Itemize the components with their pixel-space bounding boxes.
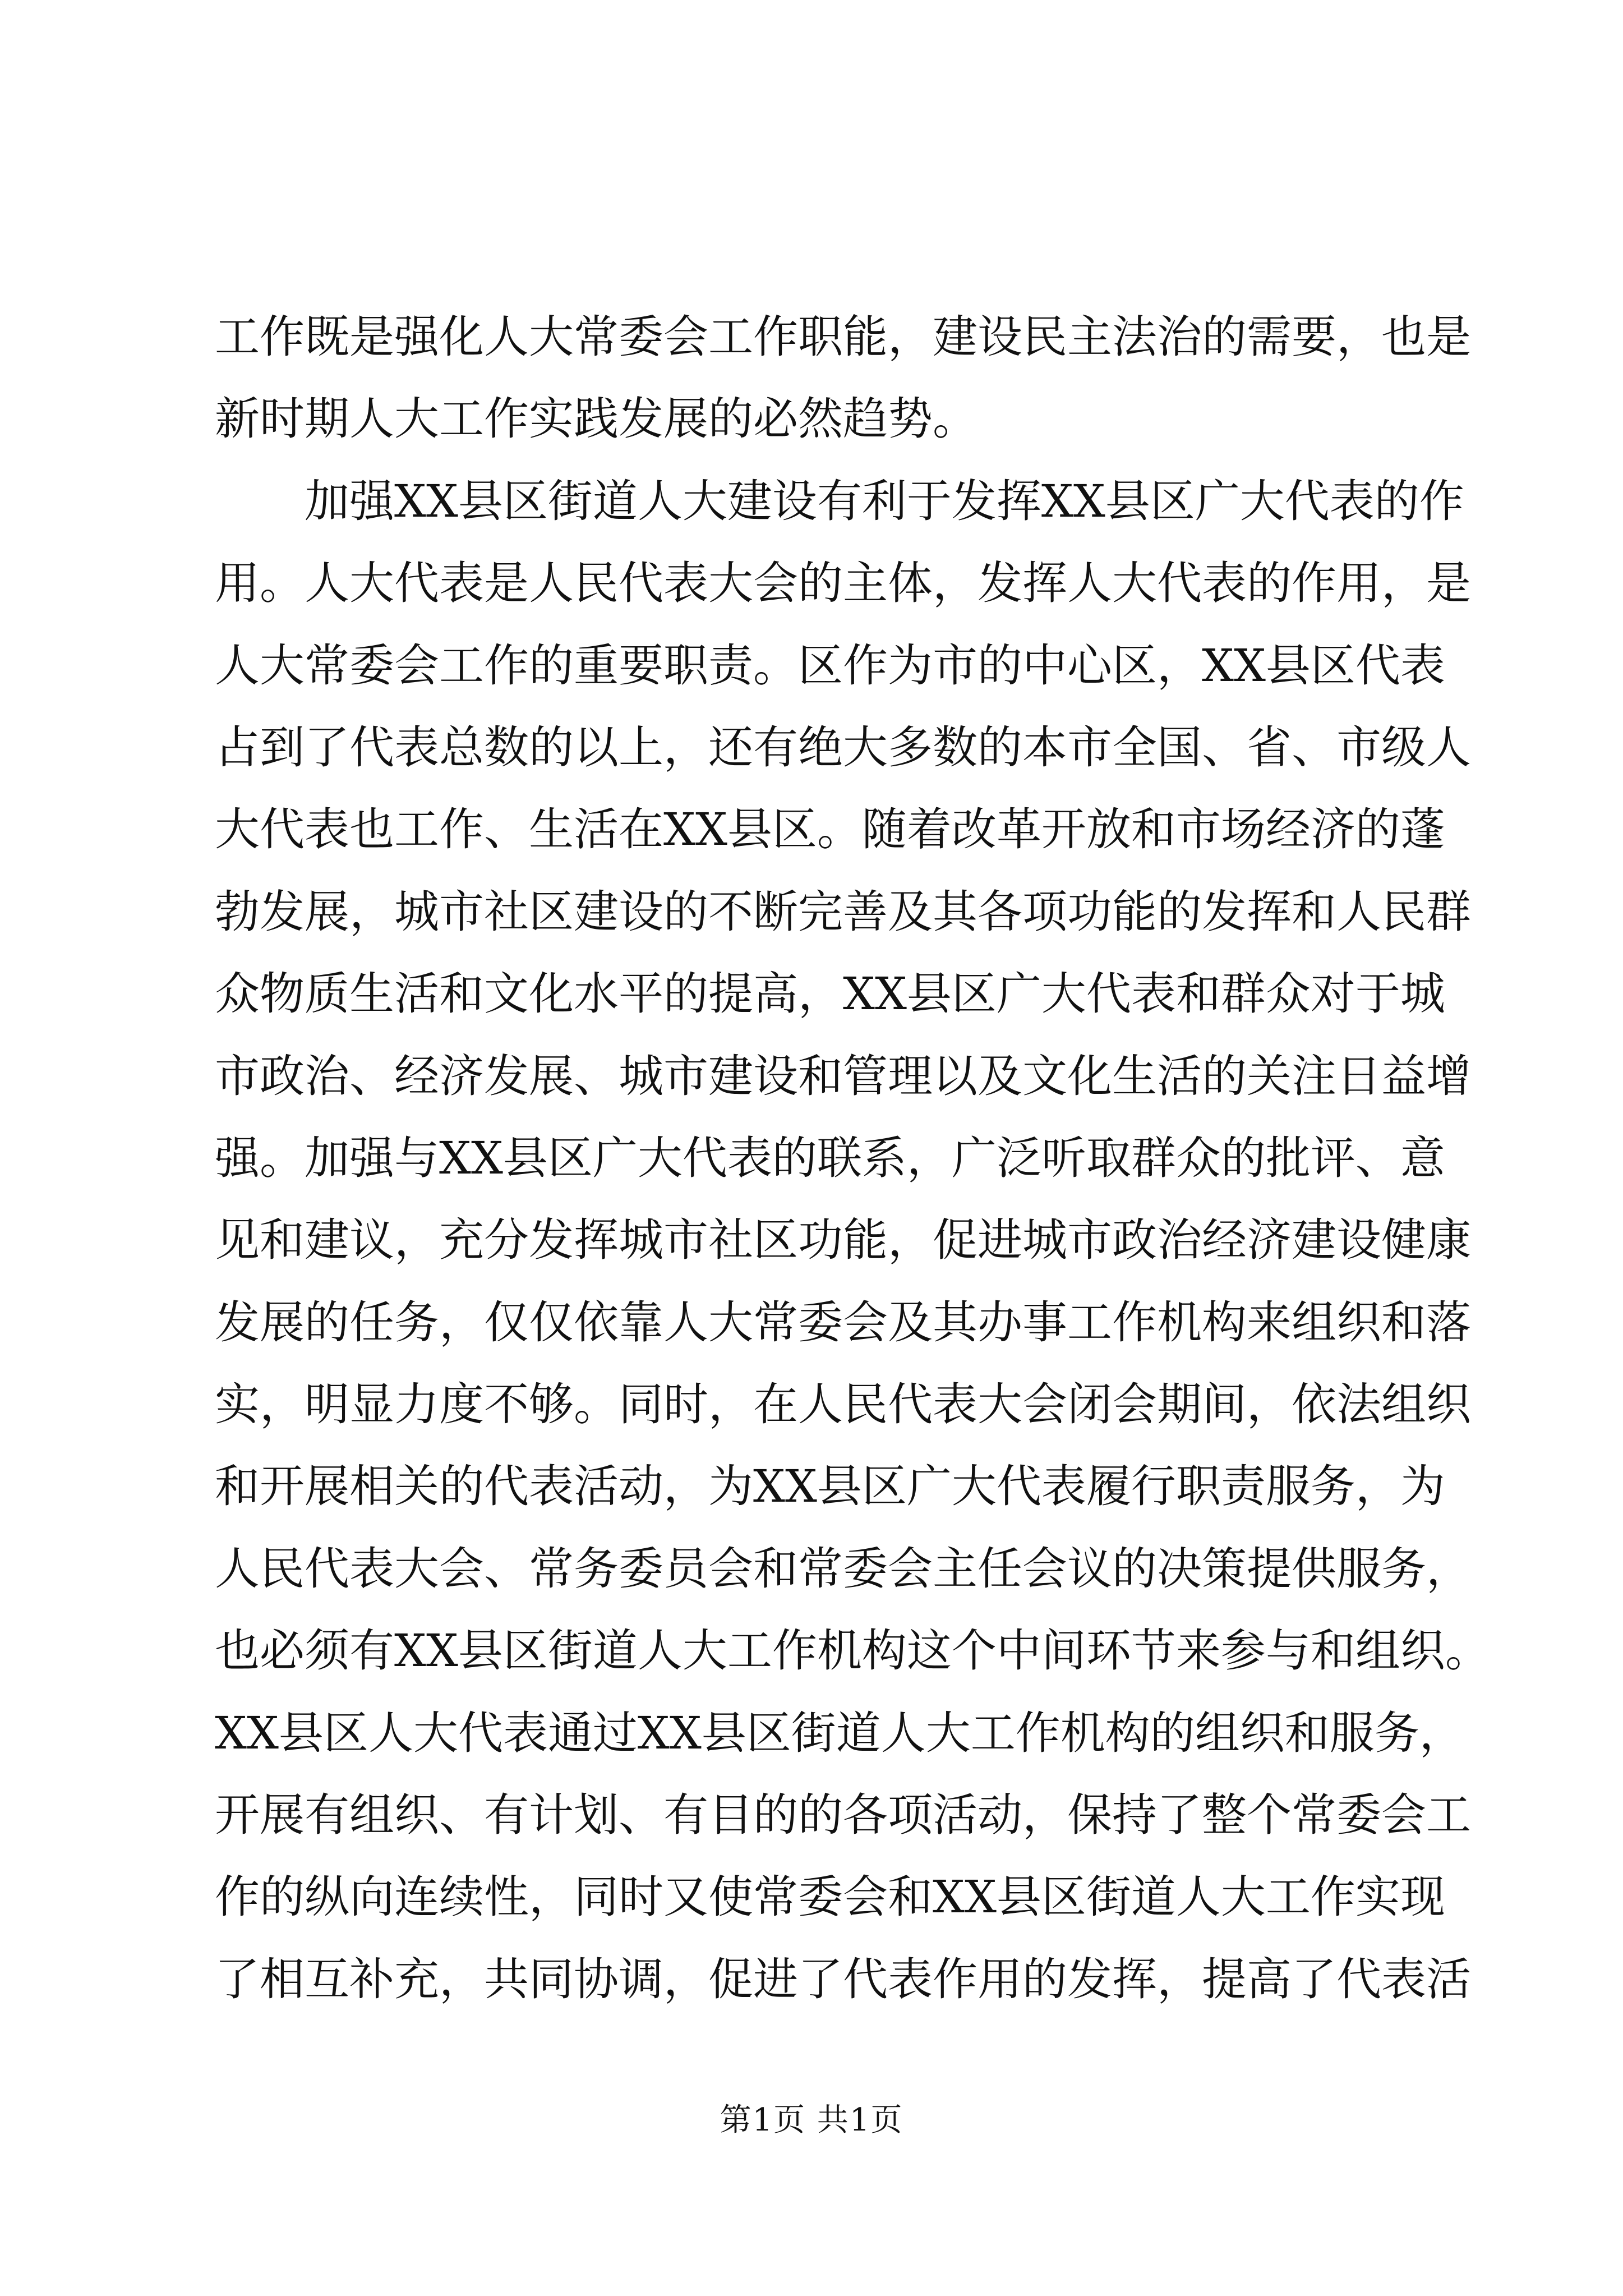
text-line: 实，明显力度不够。同时，在人民代表大会闭会期间，依法组织 xyxy=(215,1378,1471,1431)
text-line: 作的纵向连续性，同时又使常委会和XX县区街道人大工作实现 xyxy=(215,1871,1445,1924)
text-line: 工作既是强化人大常委会工作职能，建设民主法治的需要，也是 xyxy=(215,311,1471,363)
text-line: 市政治、经济发展、城市建设和管理以及文化生活的关注日益增 xyxy=(215,1050,1471,1102)
text-line: 开展有组织、有计划、有目的的各项活动，保持了整个常委会工 xyxy=(215,1789,1471,1842)
text-line: 和开展相关的代表活动，为XX县区广大代表履行职责服务，为 xyxy=(215,1460,1445,1513)
text-line: 发展的任务，仅仅依靠人大常委会及其办事工作机构来组织和落 xyxy=(215,1296,1471,1349)
text-line: 加强XX县区街道人大建设有利于发挥XX县区广大代表的作 xyxy=(305,475,1464,527)
text-line: 新时期人大工作实践发展的必然趋势。 xyxy=(215,393,978,445)
document-body xyxy=(215,296,1490,2021)
page-footer: 第1页 共1页 xyxy=(720,2102,903,2138)
text-line: 众物质生活和文化水平的提高，XX县区广大代表和群众对于城 xyxy=(215,968,1445,1020)
text-line: 占到了代表总数的以上，还有绝大多数的本市全国、省、市级人 xyxy=(215,721,1471,774)
paragraph xyxy=(215,461,1490,2021)
text-line: 勃发展，城市社区建设的不断完善及其各项功能的发挥和人民群 xyxy=(215,885,1471,938)
paragraph xyxy=(215,296,1471,461)
text-line: 了相互补充，共同协调，促进了代表作用的发挥，提高了代表活 xyxy=(215,1953,1471,2005)
text-line: 大代表也工作、生活在XX县区。随着改革开放和市场经济的蓬 xyxy=(215,803,1445,856)
text-line: 用。人大代表是人民代表大会的主体，发挥人大代表的作用，是 xyxy=(215,557,1471,610)
text-line: 也必须有XX县区街道人大工作机构这个中间环节来参与和组织。 xyxy=(215,1625,1490,1677)
text-line: XX县区人大代表通过XX县区街道人大工作机构的组织和服务， xyxy=(215,1706,1464,1759)
text-line: 人大常委会工作的重要职责。区作为市的中心区，XX县区代表 xyxy=(215,639,1445,692)
text-line: 见和建议，充分发挥城市社区功能，促进城市政治经济建设健康 xyxy=(215,1214,1471,1267)
text-line: 强。加强与XX县区广大代表的联系，广泛听取群众的批评、意 xyxy=(215,1131,1445,1184)
text-line: 人民代表大会、常务委员会和常委会主任会议的决策提供服务， xyxy=(215,1542,1471,1595)
